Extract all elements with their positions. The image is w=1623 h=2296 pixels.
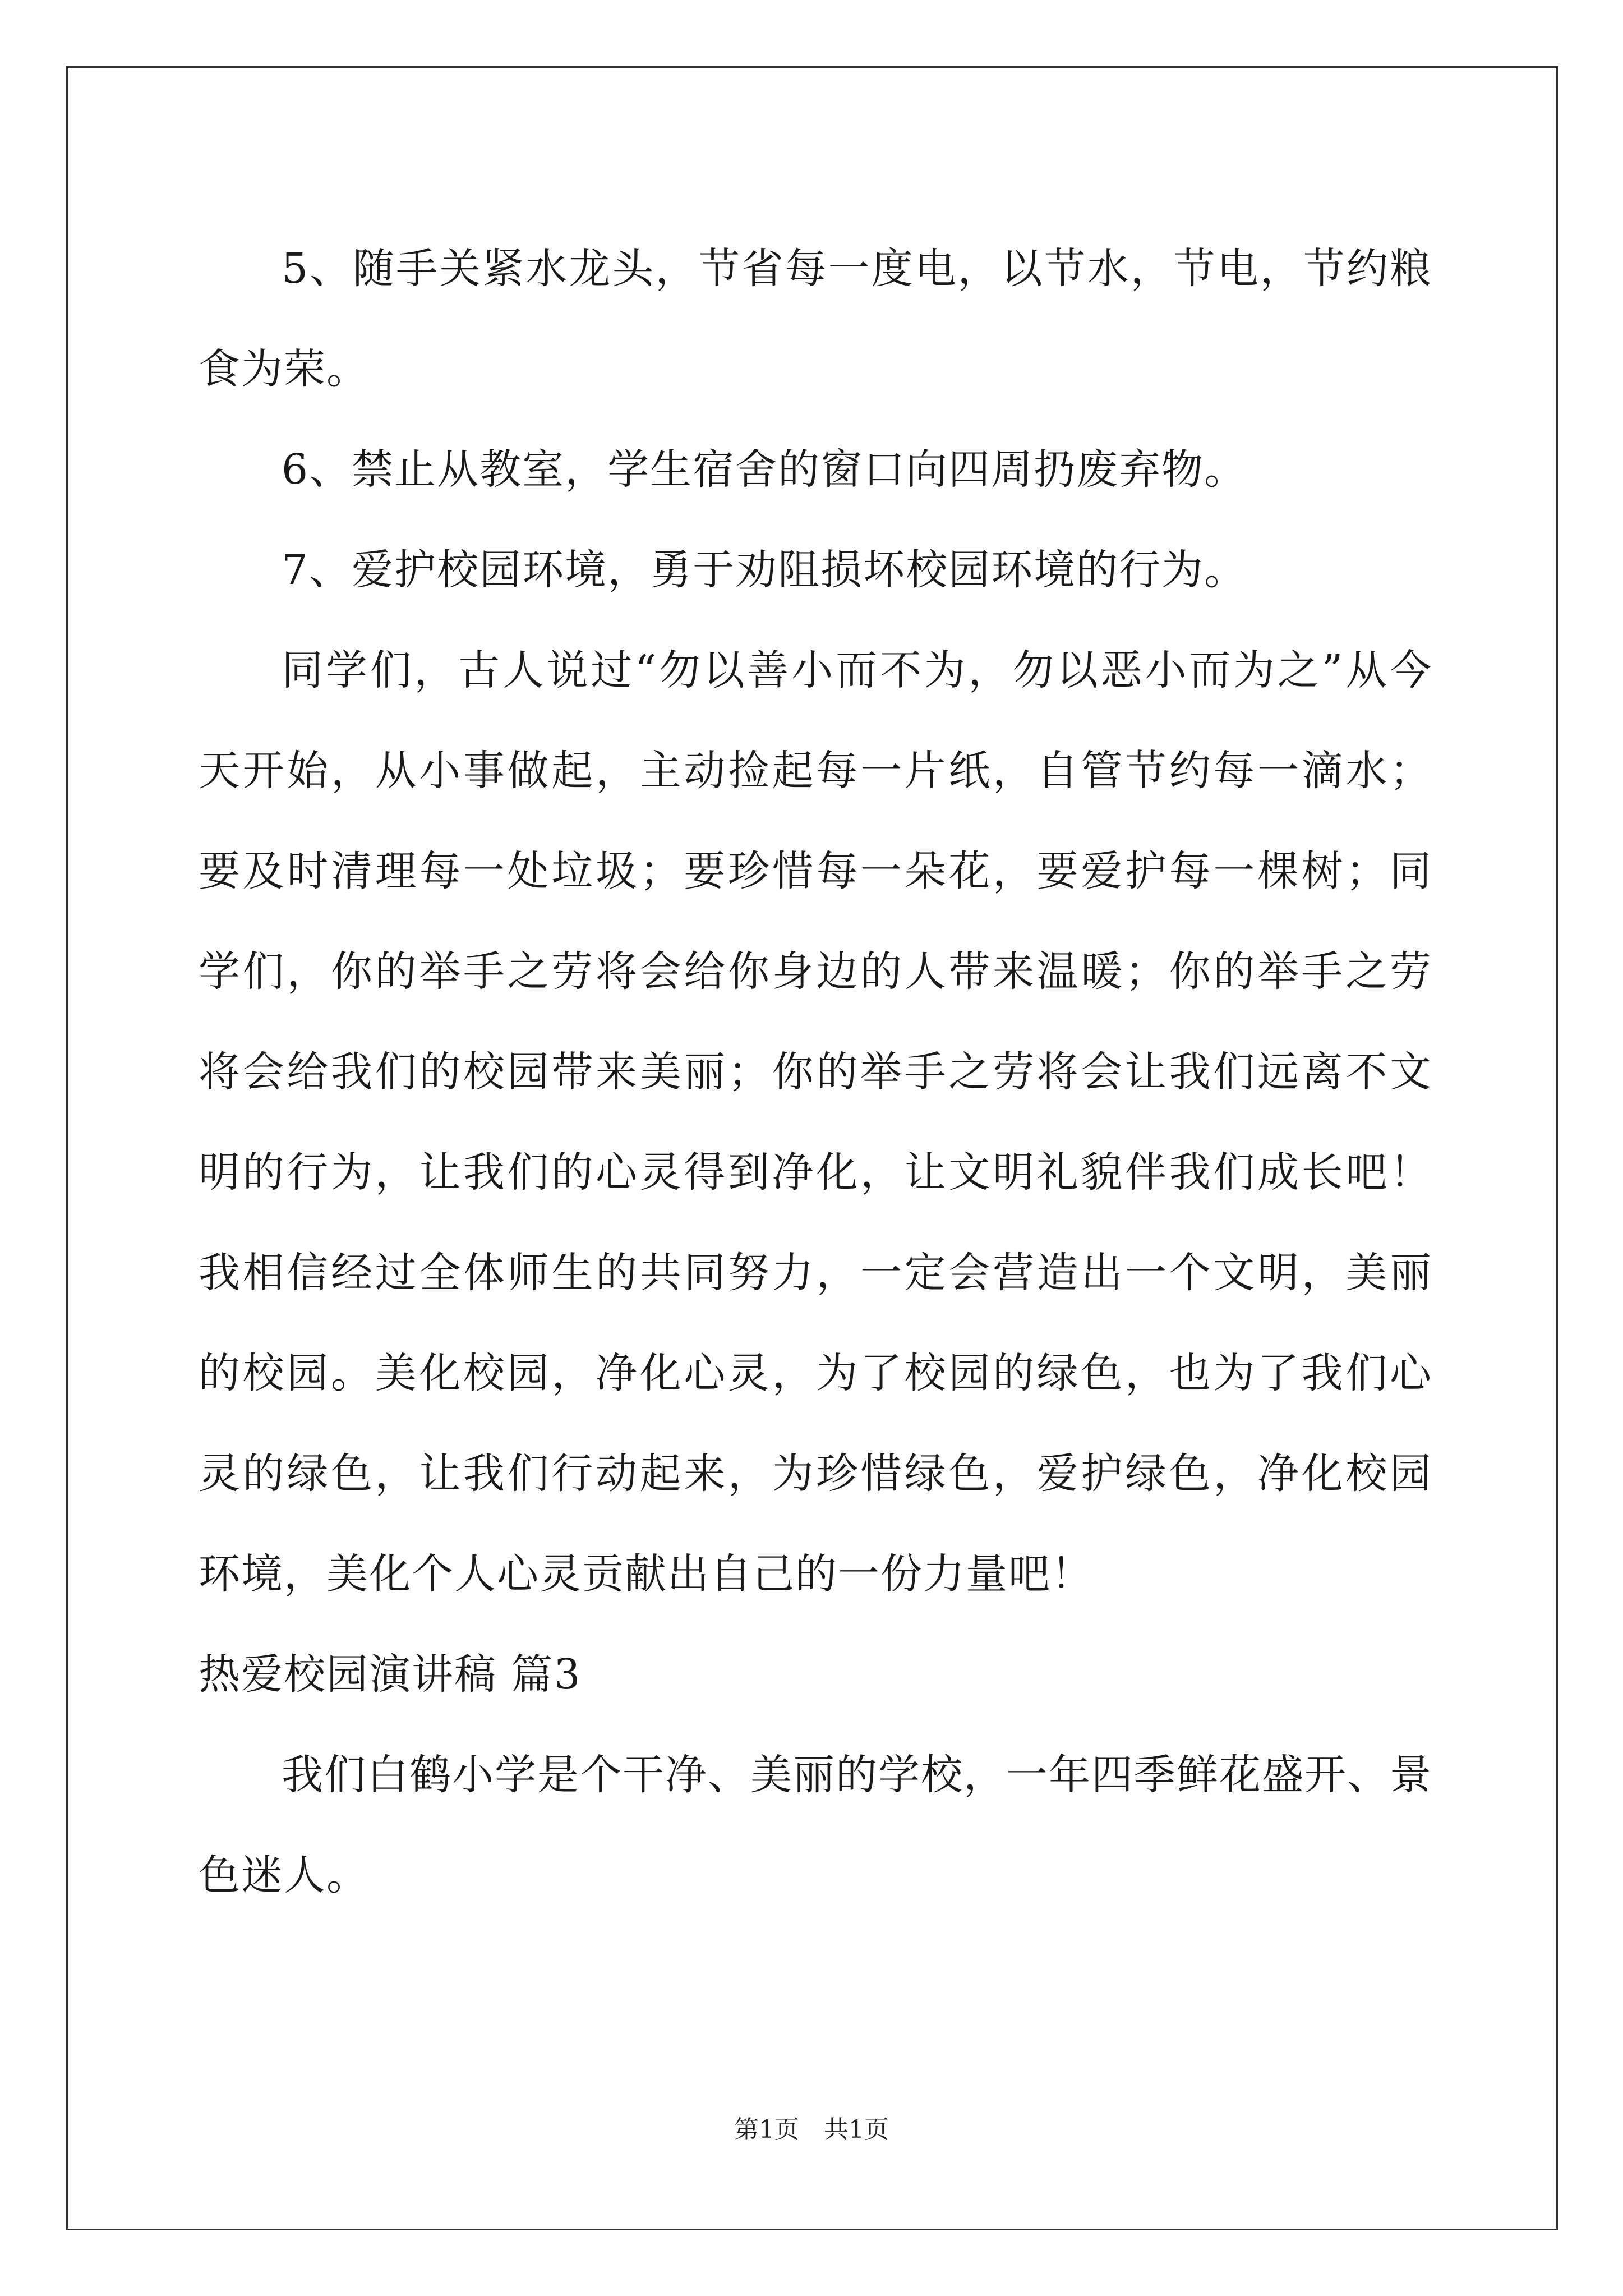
paragraph-appeal: 同学们，古人说过“勿以善小而不为，勿以恶小而为之”从今天开始，从小事做起，主动捡起每一片纸，自管节约每一滴水；要及时清理每一处垃圾；要珍惜每一朵花，要爱护每一棵树；同学们，你的举手之劳将会给你身边的人带来温暖；你的举手之劳将会给我们的校园带来美丽；你的举手之劳将会让我们远离不文明的行为，让我们的心灵得到净化，让文明礼貌伴我们成长吧！我相信经过全体师生的共同努力，一定会营造出一个文明，美丽的校园。美化校园，净化心灵，为了校园的绿色，也为了我们心灵的绿色，让我们行动起来，为珍惜绿色，爱护绿色，净化校园环境，美化个人心灵贡献出自己的一份力量吧！: [199, 646, 1432, 1598]
paragraph-item-7: 7、爱护校园环境，勇于劝阻损坏校园环境的行为。: [282, 546, 1247, 594]
page-footer: 第1页 共1页: [734, 2115, 889, 2144]
document-body: [199, 219, 1432, 1926]
section-heading: 热爱校园演讲稿 篇3: [199, 1650, 582, 1699]
paragraph-section-3-intro: 我们白鹤小学是个干净、美丽的学校，一年四季鲜花盛开、景色迷人。: [199, 1751, 1432, 1899]
paragraph-item-6: 6、禁止从教室，学生宿舍的窗口向四周扔废弃物。: [282, 445, 1247, 494]
paragraph-item-5: 5、随手关紧水龙头，节省每一度电，以节水，节电，节约粮食为荣。: [199, 245, 1432, 393]
